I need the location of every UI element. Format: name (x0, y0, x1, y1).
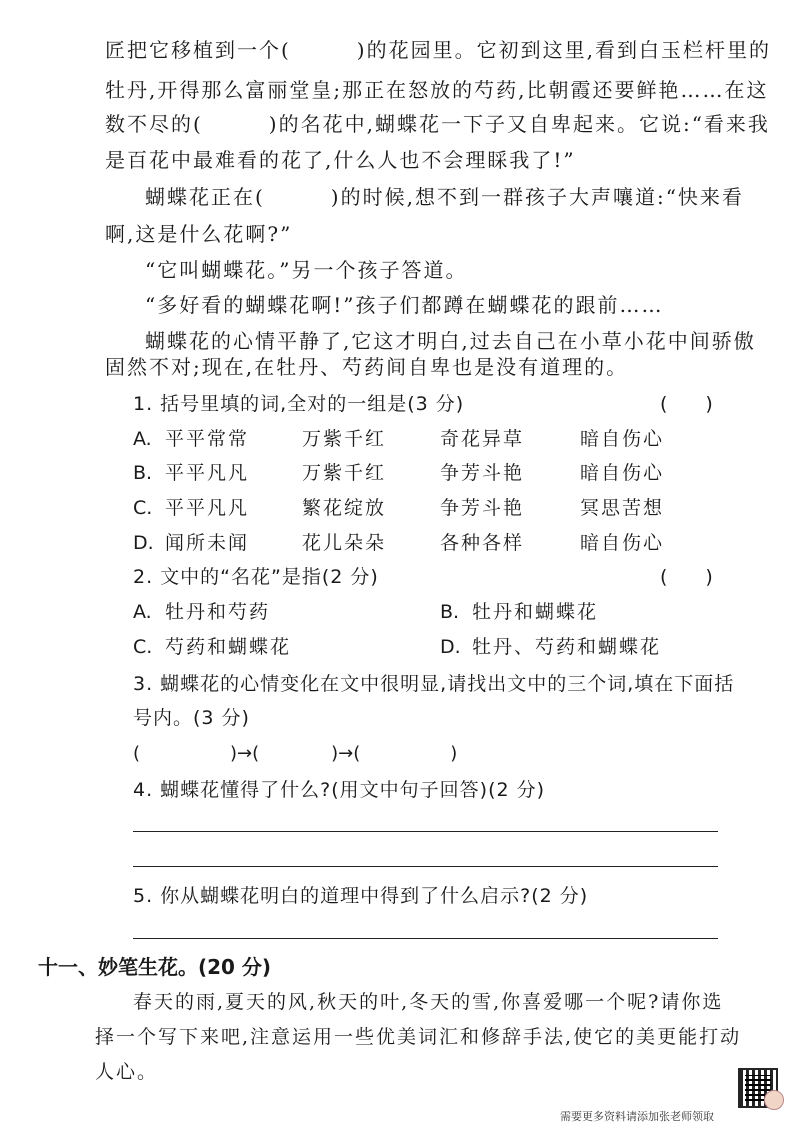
option-word: 平平凡凡 (165, 497, 250, 519)
answer-line-4b[interactable] (133, 866, 718, 867)
question-2: 2. 文中的“名花”是指(2 分) (133, 566, 379, 588)
passage-line-5: 蝴蝶花正在( )的时候,想不到一群孩子大声嚷道:“快来看 (145, 185, 744, 209)
passage-line-8: “多好看的蝴蝶花啊!”孩子们都蹲在蝴蝶花的跟前…… (145, 293, 664, 317)
option-text: 牡丹、芍药和蝴蝶花 (472, 636, 662, 658)
section-11-title: 十一、妙笔生花。(20 分) (38, 955, 272, 979)
passage-line-9: 蝴蝶花的心情平静了,它这才明白,过去自己在小草小花中间骄傲 (145, 329, 756, 353)
question-3-line-1: 3. 蝴蝶花的心情变化在文中很明显,请找出文中的三个词,填在下面括 (133, 673, 735, 695)
answer-line-5[interactable] (133, 938, 718, 939)
option-word: 各种各样 (440, 532, 525, 554)
option-label: A. (133, 428, 152, 450)
footer-note: 需要更多资料请添加张老师领取 (560, 1110, 714, 1123)
question-5: 5. 你从蝴蝶花明白的道理中得到了什么启示?(2 分) (133, 885, 589, 907)
option-word: 万紫千红 (302, 462, 387, 484)
passage-line-2: 牡丹,开得那么富丽堂皇;那正在怒放的芍药,比朝霞还要鲜艳……在这 (105, 78, 769, 102)
option-word: 奇花异草 (440, 428, 525, 450)
option-word: 暗自伤心 (580, 462, 665, 484)
prompt-line-3: 人心。 (95, 1061, 159, 1083)
option-word: 万紫千红 (302, 428, 387, 450)
avatar (764, 1090, 784, 1110)
passage-line-4: 是百花中最难看的花了,什么人也不会理睬我了!” (105, 148, 576, 172)
option-label: C. (133, 636, 153, 658)
option-word: 争芳斗艳 (440, 497, 525, 519)
option-label: B. (440, 601, 460, 623)
option-label: D. (440, 636, 461, 658)
prompt-line-1: 春天的雨,夏天的风,秋天的叶,冬天的雪,你喜爱哪一个呢?请你选 (133, 991, 724, 1013)
answer-paren-2[interactable]: ( ) (660, 566, 713, 588)
option-word: 暗自伤心 (580, 428, 665, 450)
answer-paren-1[interactable]: ( ) (660, 393, 713, 415)
option-text: 牡丹和蝴蝶花 (472, 601, 599, 623)
prompt-line-2: 择一个写下来吧,注意运用一些优美词汇和修辞手法,使它的美更能打动 (95, 1026, 742, 1048)
option-text: 芍药和蝴蝶花 (165, 636, 292, 658)
passage-line-7: “它叫蝴蝶花。”另一个孩子答道。 (145, 258, 468, 282)
mood-chain-blanks[interactable]: ( )→( )→( ) (133, 743, 458, 764)
option-word: 闻所未闻 (165, 532, 250, 554)
option-text: 牡丹和芍药 (165, 601, 271, 623)
passage-line-1: 匠把它移植到一个( )的花园里。它初到这里,看到白玉栏杆里的 (105, 38, 771, 62)
passage-line-6: 啊,这是什么花啊?” (105, 222, 293, 246)
question-3-line-2: 号内。(3 分) (133, 707, 250, 729)
option-word: 平平凡凡 (165, 462, 250, 484)
option-word: 争芳斗艳 (440, 462, 525, 484)
question-4: 4. 蝴蝶花懂得了什么?(用文中句子回答)(2 分) (133, 779, 546, 801)
option-label: B. (133, 462, 153, 484)
option-word: 暗自伤心 (580, 532, 665, 554)
option-word: 冥思苦想 (580, 497, 665, 519)
answer-line-4a[interactable] (133, 831, 718, 832)
passage-line-3: 数不尽的( )的名花中,蝴蝶花一下子又自卑起来。它说:“看来我 (105, 112, 770, 136)
option-label: D. (133, 532, 154, 554)
passage-line-10: 固然不对;现在,在牡丹、芍药间自卑也是没有道理的。 (105, 355, 629, 379)
option-word: 繁花绽放 (302, 497, 387, 519)
option-label: A. (133, 601, 152, 623)
option-word: 花儿朵朵 (302, 532, 387, 554)
option-word: 平平常常 (165, 428, 250, 450)
question-1: 1. 括号里填的词,全对的一组是(3 分) (133, 393, 465, 415)
option-label: C. (133, 497, 153, 519)
